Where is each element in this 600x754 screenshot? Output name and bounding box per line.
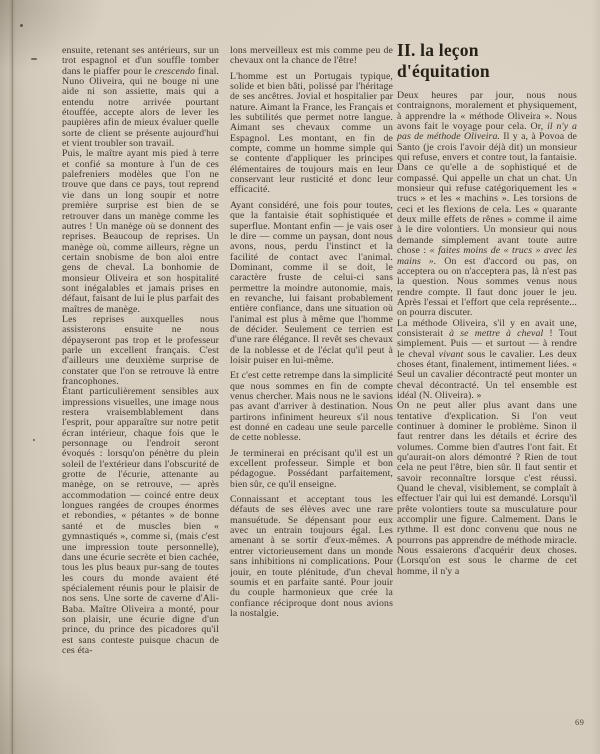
paragraph: [230, 371, 393, 443]
text-run: ensuite, retenant ses antérieurs, sur un trot espagnol et d'un souffle tomber dans le piaffer pour le: [62, 46, 219, 77]
italic-text-run: crescendo: [154, 65, 195, 77]
chapter-heading: [397, 40, 577, 82]
paragraph: [230, 495, 393, 619]
page-gutter-crease: [12, 0, 13, 754]
text-run: Connaissant et acceptant tous les défauts de ses élèves avec une rare mansuétude. Se dépensant pour eux avec un entrain toujours égal. Les amenant à se sortir d'eux-mêmes. A entrer victorieusement dans un monde sans inhibitions ni complications. Pour jouir, en toute plénitude, d'un cheval soumis et en parfaite santé. Pour jouir du couple harmonieux que crée la confiance réciproque dont nous avions la nostalgie.: [230, 494, 393, 619]
text-column-3: [397, 40, 577, 702]
text-run: Les reprises auxquelles nous assisterons ensuite ne nous dépayseront pas trop et le professeur parle un excellent français. C'est d'ailleurs une deuxième surprise de constater que l'on se retrouve là entre francophones.: [62, 313, 219, 387]
paragraph: [397, 91, 577, 319]
chapter-heading-line-2: d'équitation: [397, 61, 490, 81]
italic-text-run: « faites moins de « trucs » avec les mains ».: [397, 245, 577, 267]
text-run: On ne peut aller plus avant dans une tentative d'explication. Si l'on veut continuer à dominer le problème. Sinon il faut rentrer dans les détails et écrire des volumes. Comme bien d'autres l'ont fait. Et qu'aurait-on alors démontré ? Rien de tout cela ne peut l'être, bien sûr. Il faut sentir et savoir reconnaître lorsque c'est réussi. Quand le cheval, visiblement, se complaît à effectuer l'air qui lui est demandé. Lorsqu'il prête volontiers toute sa musculature pour accomplir une figure. Calmement. Dans le rythme. Il est donc convenu que nous ne pourrons pas apprendre de méthode miracle. Nous essaierons d'acquérir deux choses. (Lorsqu'on est sous le charme de cet homme, il n'y a: [397, 400, 577, 577]
text-column-3-body: [397, 91, 577, 577]
paragraph: [62, 315, 219, 387]
text-run: lons merveilleux est mis comme peu de chevaux ont la chance de l'être!: [230, 46, 393, 67]
paragraph: [397, 401, 577, 577]
text-run: ! Tout simplement. Puis — et surtout — à rendre le cheval: [397, 327, 577, 360]
text-run: Deux heures par jour, nous nous contraignons, moralement et physiquement, à apprendre la « méthode Oliveira ». Nous avons fait le voyage pour cela. Or,: [397, 90, 577, 133]
page-number: 69: [575, 717, 585, 727]
chapter-heading-line-1: II. la leçon: [397, 40, 479, 60]
italic-text-run: à se mettre à cheval: [449, 327, 544, 339]
paper-speck: [31, 58, 37, 60]
text-run: Il y a, à Povoa de Santo (je crois l'avoir déjà dit) un monsieur qui refuse, envers et contre tout, la fantaisie. Dans ce qu'elle a de sophistiqué et de compassé. Qui appelle un chat un chat. Un monsieur qui refuse catégoriquement les « trucs » et les « machins ». Les torsions de ceci et les flexions de cela. Les « quarante deux mille effets de rênes » comme il aime à le dire volontiers. Un monsieur qui nous demande simplement avant toute autre chose :: [397, 131, 577, 257]
paragraph: [397, 319, 577, 402]
paper-speck: [33, 439, 35, 441]
paragraph: [230, 72, 393, 196]
paragraph: [62, 387, 219, 656]
text-run: Puis, le maître ayant mis pied à terre et confié sa monture à l'un de ces palefreniers modèles que l'on ne trouve que dans ce pays, tout reprend vie dans un long soupir et notre première surprise est bien de se retrouver dans un manège comme les autres ! Un manège où se donnent des reprises. Beaucoup de reprises. Un manège où, comme ailleurs, règne un certain snobisme de bon aloi entre gens de cheval. La bonhomie de monsieur Oliveira et son hospitalité sont inégalables et jamais prises en défaut, faisant de lui le plus parfait des maîtres de manège.: [62, 148, 219, 315]
paper-speck: [20, 24, 23, 27]
paragraph: [230, 449, 393, 490]
paragraph: [62, 46, 219, 149]
text-run: final. Nuno Oliveira, qui ne bouge ni une aide ni son assiette, mais qui a entendu notre arrivée pourtant étouffée, accepte alors de lever les paupières afin de mieux évaluer quelle sorte de client se présente aujourd'hui et vient troubler son travail.: [62, 65, 219, 150]
text-run: sous le cavalier. Les deux choses étant, finalement, intimement liées. « Seul un cavalier décontracté peut monter un cheval décontracté. Un tel ensemble est idéal (N. Oliveira). »: [397, 348, 577, 401]
text-column-2: [230, 46, 393, 696]
text-run: Ayant considéré, une fois pour toutes, que la fantaisie était sophistiquée et superflue. Montant enfin — je vais oser le dire — comme un paysan, dont nous avons, nous, perdu l'instinct et la facilité de contact avec l'animal. Dominant, comme il se doit, le caractère fruste de celui-ci sans permettre la moindre autonomie, mais, en revanche, lui faisant probablement entière confiance, dans une situation où l'animal est plus à même que l'homme de décider. Seulement ce terrien est d'une rare élégance. Il revêt ses chevaux de la noblesse et de l'éclat qu'il peut à loisir puiser en lui-même.: [230, 199, 393, 366]
italic-text-run: vivant: [438, 348, 464, 360]
text-run: Je terminerai en précisant qu'il est un excellent professeur. Simple et bon pédagogue. Possédant parfaitement, bien sûr, ce qu'il enseigne.: [230, 447, 393, 490]
italic-text-run: il n'y a pas de méthode Oliveira.: [397, 121, 577, 143]
text-run: On est d'accord ou pas, on acceptera ou on n'acceptera pas, là n'est pas la question. Nous sommes venus nous rendre compte. Il faut donc jouer le jeu. Après l'essai et l'effort que cela représente... on pourra discuter.: [397, 255, 577, 319]
paragraph: [62, 149, 219, 315]
text-run: L'homme est un Portugais typique, solide et bien bâti, polissé par l'héritage de ses ancêtres. Jovial et hospitalier par nature. Aimant la France, les Français et les subtilités que permet notre langue. Aimant ses chevaux comme un Espagnol. Les montant, en fin de compte, comme un homme simple qui se contente d'appliquer les principes élémentaires de toujours mais en leur conservant leur rusticité et donc leur efficacité.: [230, 70, 393, 196]
paragraph: [230, 201, 393, 367]
paragraph: [230, 46, 393, 67]
text-run: Et c'est cette retrempe dans la simplicité que nous sommes en fin de compte venus chercher. Mais nous ne le savions pas avant d'arriver à destination. Nous partirons infiniment heureux s'il nous est donné en cadeau une seule parcelle de cette noblesse.: [230, 370, 393, 444]
text-run: Étant particulièrement sensibles aux impressions visuelles, une image nous restera vraisemblablement dans l'esprit, pour apparaître sur notre petit écran intérieur, chaque fois que le personnage ou l'endroit seront évoqués : lorsqu'on pénètre du plein soleil de l'extérieur dans l'obscurité de grotte de l'écurie, attenante au manège, on se retrouve, — après accommodation — coincé entre deux longues rangées de croupes énormes et rebondies, « pétantes » de bonne santé et de muscles bien « gymnastiqués », comme si, (mais c'est une impression toute personnelle), dans une écurie secrète et bien cachée, tous les plus beaux pur-sang de toutes les cours du monde avaient été spécialement réunis pour le plaisir de nos sens. Une sorte de caverne d'Ali-Baba. Maître Oliveira a monté, pour son plaisir, une écurie digne d'un prince, du prince des picadores qu'il est sans conteste puisque chacun de ces éta-: [62, 386, 219, 656]
text-run: La méthode Oliveira, s'il y en avait une, consisterait: [397, 317, 577, 339]
text-column-1: [62, 46, 219, 696]
